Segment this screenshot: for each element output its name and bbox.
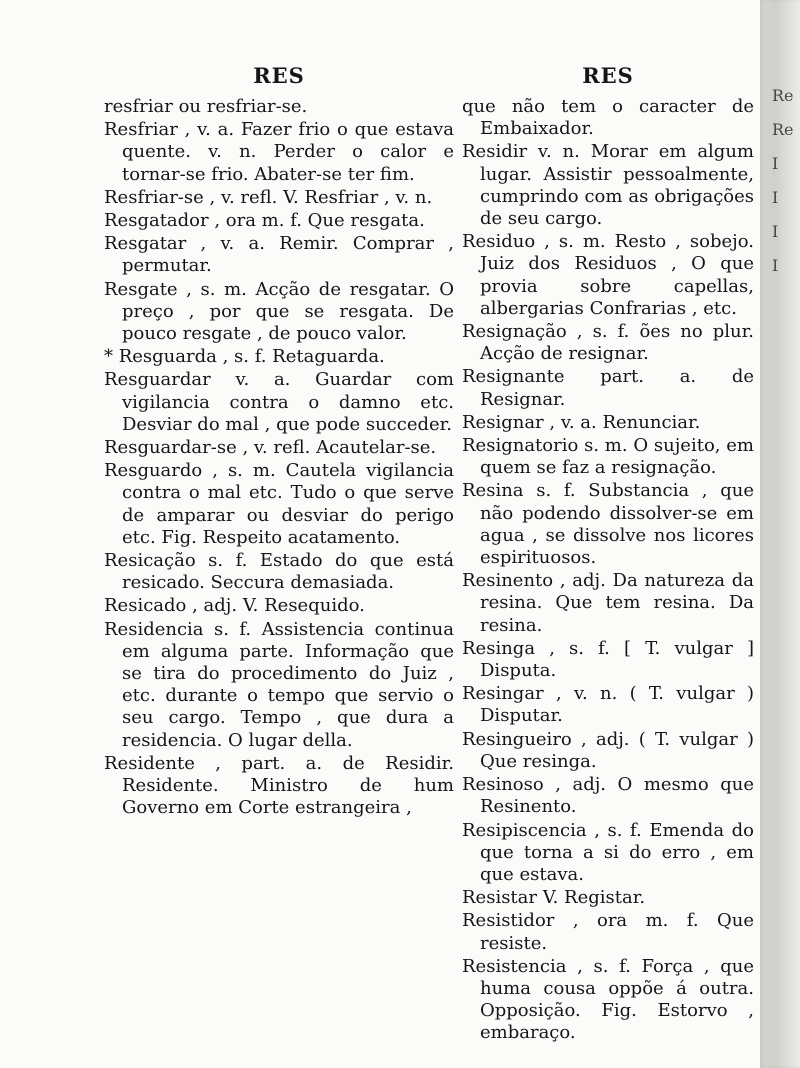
entry: Residencia s. f. Assistencia continua em alguma parte. Informação que se tira do procedimento do Juiz , etc. durante o tempo que servio o seu cargo. Tempo , que dura a residencia. O lugar della.: [104, 618, 454, 751]
entry: Resinento , adj. Da natureza da resina. Que tem resina. Da resina.: [462, 570, 754, 636]
edge-fragment: Re: [772, 86, 794, 105]
entry: Resicação s. f. Estado do que está resicado. Seccura demasiada.: [104, 550, 454, 594]
edge-fragment: I: [772, 154, 779, 173]
entry: resfriar ou resfriar-se.: [104, 96, 308, 117]
entry: Resfriar-se , v. refl. V. Resfriar , v. n.: [104, 186, 433, 208]
left-entry-list: [104, 96, 454, 820]
entry: que não tem o caracter de Embaixador.: [462, 96, 754, 140]
entry: Resignação , s. f. ões no plur. Acção de resignar.: [462, 321, 754, 365]
entry: Resistidor , ora m. f. Que resiste.: [462, 910, 754, 954]
entry: Resistar V. Registar.: [462, 887, 646, 909]
entry: Residuo , s. m. Resto , sobejo. Juiz dos Residuos , O que provia sobre capellas, albergarias Confrarias , etc.: [462, 231, 754, 319]
entry: * Resguarda , s. f. Retaguarda.: [104, 346, 385, 368]
entry: Resfriar , v. a. Fazer frio o que estava quente. v. n. Perder o calor e tornar-se frio. Abater-se ter fim.: [104, 119, 454, 185]
entry: Resingueiro , adj. ( T. vulgar ) Que resinga.: [462, 728, 754, 772]
page-gutter: [760, 0, 800, 1068]
entry: Resguardar-se , v. refl. Acautelar-se.: [104, 437, 437, 459]
entry: Resinga , s. f. [ T. vulgar ] Disputa.: [462, 637, 754, 682]
entry: Resgate , s. m. Acção de resgatar. O preço , por que se resgata. De pouco resgate , de pouco valor.: [104, 278, 454, 345]
right-running-header: RES: [582, 63, 634, 88]
entry: Residente , part. a. de Residir. Residente. Ministro de hum Governo em Corte estrangeira ,: [104, 752, 454, 819]
edge-fragment: I: [772, 222, 779, 241]
entry: Resipiscencia , s. f. Emenda do que torna a si do erro , em que estava.: [462, 819, 754, 885]
right-column: [462, 63, 754, 1044]
edge-fragment: I: [772, 256, 779, 275]
entry: Resguardar v. a. Guardar com vigilancia contra o damno etc. Desviar do mal , que pode succeder.: [104, 369, 454, 435]
left-column: [104, 63, 454, 1026]
entry: Resgatador , ora m. f. Que resgata.: [104, 210, 425, 232]
entry: Resistencia , s. f. Força , que huma cousa oppõe á outra. Opposição. Fig. Estorvo , embaraço.: [462, 955, 754, 1044]
entry: Resignatorio s. m. O sujeito, em quem se faz a resignação.: [462, 435, 754, 479]
entry: Resingar , v. n. ( T. vulgar ) Disputar.: [462, 683, 754, 727]
entry: Resguardo , s. m. Cautela vigilancia contra o mal etc. Tudo o que serve de amparar ou desviar do perigo etc. Fig. Respeito acatamento.: [104, 460, 454, 548]
entry: Resina s. f. Substancia , que não podendo dissolver-se em agua , se dissolve nos licores espirituosos.: [462, 480, 754, 569]
next-page-edge-text: [772, 88, 798, 274]
entry: Residir v. n. Morar em algum lugar. Assistir pessoalmente, cumprindo com as obrigações de seu cargo.: [462, 141, 754, 230]
edge-fragment: Re: [772, 120, 794, 139]
entry: Resignante part. a. de Resignar.: [462, 366, 754, 410]
edge-fragment: I: [772, 188, 779, 207]
entry: Resignar , v. a. Renunciar.: [462, 411, 701, 433]
entry: Resinoso , adj. O mesmo que Resinento.: [462, 774, 754, 818]
entry: Resgatar , v. a. Remir. Comprar , permutar.: [104, 233, 454, 277]
right-entry-list: [462, 96, 754, 1045]
left-running-header: RES: [253, 63, 305, 88]
entry: Resicado , adj. V. Resequido.: [104, 595, 365, 617]
